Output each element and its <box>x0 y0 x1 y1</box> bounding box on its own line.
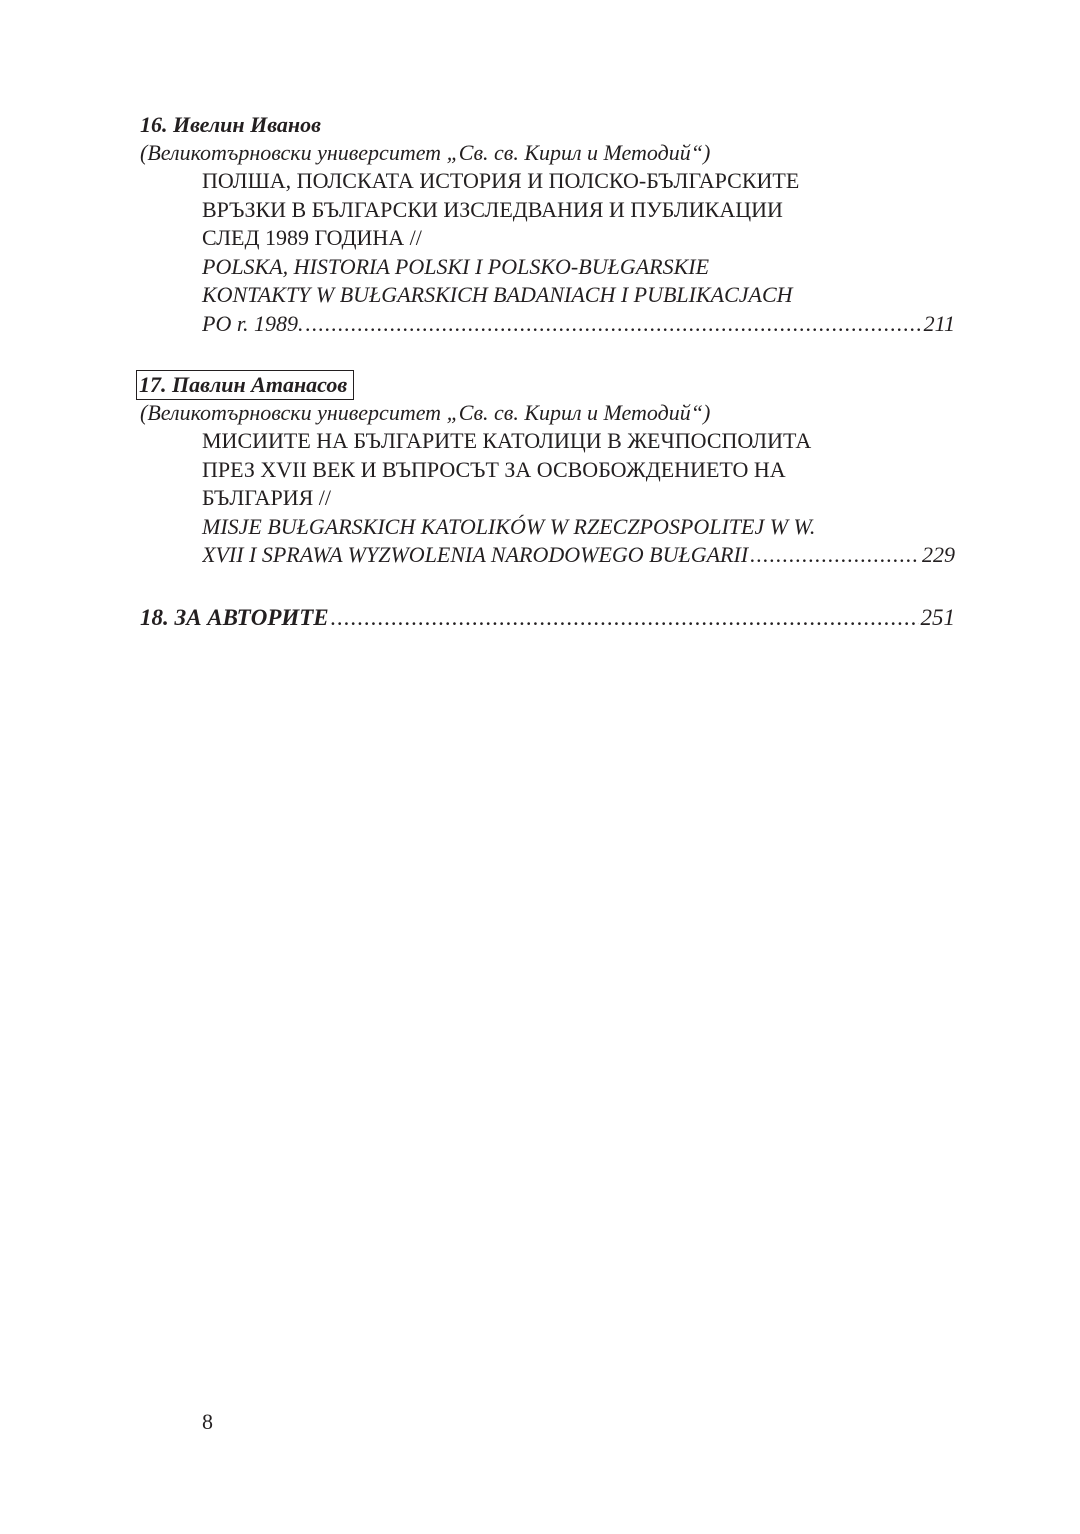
bg-title-line: ПРЕЗ XVII ВЕК И ВЪПРОСЪТ ЗА ОСВОБОЖДЕНИЕТО НА <box>202 456 786 482</box>
toc-entry <box>140 370 955 570</box>
pl-title-line: MISJE BUŁGARSKICH KATOLIKÓW W RZECZPOSPOLITEJ W W. <box>202 513 816 539</box>
entry-titles <box>202 167 955 338</box>
entry-affiliation: (Великотърновски университет „Св. св. Кирил и Методий“) <box>140 140 711 165</box>
entry-affiliation: (Великотърновски университет „Св. св. Кирил и Методий“) <box>140 400 711 425</box>
pl-title-text: PO r. 1989. <box>202 310 304 336</box>
pl-title-last-line <box>202 310 955 339</box>
entry-titles <box>202 427 955 570</box>
final-entry-label: 18. ЗА АВТОРИТЕ <box>140 605 329 630</box>
bg-title-line: ВРЪЗКИ В БЪЛГАРСКИ ИЗСЛЕДВАНИЯ И ПУБЛИКАЦИИ <box>202 196 783 222</box>
bg-title-line: БЪЛГАРИЯ // <box>202 485 331 510</box>
pl-title-text: XVII I SPRAWA WYZWOLENIA NARODOWEGO BUŁGARII <box>202 542 749 567</box>
page-ref: 251 <box>920 605 955 630</box>
entry-author: 16. Ивелин Иванов <box>140 112 321 137</box>
dot-leader <box>750 541 920 570</box>
bg-title-line: ПОЛША, ПОЛСКАТА ИСТОРИЯ И ПОЛСКО-БЪЛГАРСКИТЕ <box>202 168 800 193</box>
bg-title-line: МИСИИТЕ НА БЪЛГАРИТЕ КАТОЛИЦИ В ЖЕЧПОСПОЛИТА <box>202 428 812 453</box>
pl-title-line: KONTAKTY W BUŁGARSKICH BADANIACH I PUBLIKACJACH <box>202 282 793 307</box>
pl-title-last-line <box>202 541 955 570</box>
dot-leader <box>331 602 919 634</box>
final-entry-line <box>140 602 955 634</box>
page-ref: 211 <box>923 310 955 336</box>
dot-leader <box>305 310 921 339</box>
toc-entry <box>140 110 955 338</box>
entry-author-highlighted: 17. Павлин Атанасов <box>136 370 354 400</box>
page-number: 8 <box>202 1409 213 1434</box>
pl-title-line: POLSKA, HISTORIA POLSKI I POLSKO-BUŁGARSKIE <box>202 253 710 279</box>
toc-entry-final <box>140 602 955 634</box>
bg-title-line: СЛЕД 1989 ГОДИНА // <box>202 225 422 250</box>
page-ref: 229 <box>922 542 955 567</box>
